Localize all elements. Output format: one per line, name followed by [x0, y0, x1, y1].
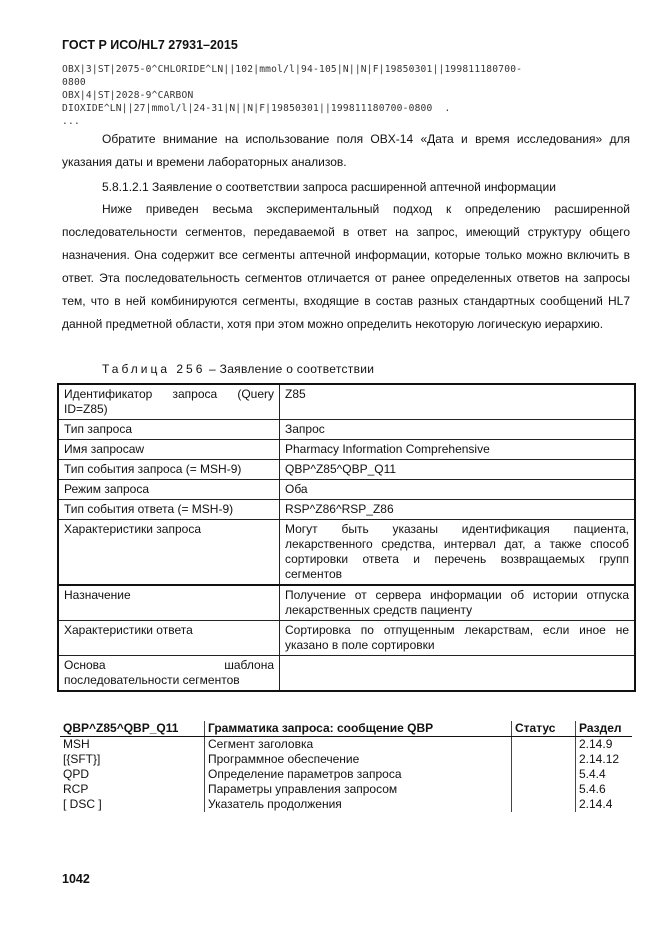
value-cell: Могут быть указаны идентификация пациента, лекарственного средства, интервал дат, а также способ сортировки ответа и перечень возвращаемых групп сегментов: [280, 520, 636, 586]
value-cell: Pharmacy Information Comprehensive: [280, 440, 636, 460]
table-row: [58, 440, 635, 460]
field-cell: Идентификатор запроса (Query ID=Z85): [58, 384, 280, 420]
conformance-table: [57, 383, 636, 692]
section-cell: 2.14.12: [576, 752, 633, 767]
value-cell: Z85: [280, 384, 636, 420]
table-row: [58, 621, 635, 656]
table-row: [58, 500, 635, 520]
section-cell: 5.4.6: [576, 782, 633, 797]
table-row: [58, 480, 635, 500]
table-row: [60, 767, 632, 782]
table-row: [60, 782, 632, 797]
grammar-header: Раздел: [576, 721, 633, 737]
value-cell: Запрос: [280, 420, 636, 440]
value-cell: RSP^Z86^RSP_Z86: [280, 500, 636, 520]
description-cell: Указатель продолжения: [205, 797, 512, 812]
value-cell: Сортировка по отпущенным лекарствам, если иное не указано в поле сортировки: [280, 621, 636, 656]
status-cell: [512, 797, 576, 812]
page-number: 1042: [62, 872, 90, 886]
field-cell: Имя запросаw: [58, 440, 280, 460]
segment-cell: [{SFT}]: [63, 752, 101, 766]
body-paragraph: Ниже приведен весьма экспериментальный подход к определению расширенной последовательности сегментов, передаваемой в ответ на запрос, имеющий структуру общего назначения. Она содержит все сегменты аптечной информации, которые только можно включить в ответ. Эта последовательность сегментов отличается от ранее определенных ответов на запросы тем, что в ней комбинируются сегменты, входящие в состав разных стандартных сообщений HL7 данной предметной области, хотя при этом можно определить некоторую логическую иерархию.: [62, 202, 630, 331]
segment-cell: RCP: [63, 782, 89, 796]
status-cell: [512, 767, 576, 782]
field-cell: Основа шаблона последовательности сегментов: [58, 656, 280, 692]
section-cell: 5.4.4: [576, 767, 633, 782]
code-line: ...: [62, 116, 80, 127]
status-cell: [512, 782, 576, 797]
table-row: [60, 752, 632, 767]
table-row: [60, 797, 632, 812]
field-cell: Характеристики запроса: [58, 520, 280, 586]
segment-cell: QPD: [63, 767, 90, 781]
value-cell: QBP^Z85^QBP_Q11: [280, 460, 636, 480]
segment-cell: MSH: [63, 737, 90, 751]
table-row: [60, 737, 632, 753]
grammar-header: Статус: [512, 721, 576, 737]
code-line: DIOXIDE^LN||27|mmol/l|24-31|N||N|F|19850301||199811180700-0800 .: [62, 103, 451, 114]
grammar-header: QBP^Z85^QBP_Q11: [60, 721, 205, 737]
section-cell: 2.14.9: [576, 737, 633, 753]
segment-cell: [ DSC ]: [63, 797, 102, 811]
field-cell: Тип запроса: [58, 420, 280, 440]
table-row: [58, 656, 635, 692]
field-cell: Режим запроса: [58, 480, 280, 500]
description-cell: Сегмент заголовка: [205, 737, 512, 753]
section-cell: 2.14.4: [576, 797, 633, 812]
value-cell: Получение от сервера информации об истории отпуска лекарственных средств пациенту: [280, 585, 636, 621]
table-caption-title: Заявление о соответствии: [219, 362, 375, 376]
field-cell: Тип события запроса (= MSH-9): [58, 460, 280, 480]
table-caption-label: Таблица 256: [102, 362, 206, 376]
table-row: [58, 520, 635, 586]
field-cell: Назначение: [58, 585, 280, 621]
section-heading: 5.8.1.2.1 Заявление о соответствии запроса расширенной аптечной информации: [102, 180, 556, 194]
value-cell: [280, 656, 636, 692]
description-cell: Определение параметров запроса: [205, 767, 512, 782]
table-row: [58, 384, 635, 420]
code-line: 0800: [62, 77, 86, 88]
grammar-table: [60, 721, 632, 812]
code-line: OBX|3|ST|2075-0^CHLORIDE^LN||102|mmol/l|94-105|N||N|F|19850301||199811180700-: [62, 64, 523, 75]
grammar-header-row: [60, 721, 632, 737]
field-cell: Характеристики ответа: [58, 621, 280, 656]
code-line: OBX|4|ST|2028-9^CARBON: [62, 90, 194, 101]
status-cell: [512, 737, 576, 753]
status-cell: [512, 752, 576, 767]
table-caption: Таблица 256 – Заявление о соответствии: [102, 362, 375, 376]
grammar-header: Грамматика запроса: сообщение QBP: [205, 721, 512, 737]
description-cell: Параметры управления запросом: [205, 782, 512, 797]
field-cell: Тип события ответа (= MSH-9): [58, 500, 280, 520]
document-header: ГОСТ Р ИСО/HL7 27931–2015: [62, 38, 238, 52]
value-cell: Оба: [280, 480, 636, 500]
table-row: [58, 420, 635, 440]
note-paragraph: Обратите внимание на использование поля OBX-14 «Дата и время исследования» для указания даты и времени лабораторных анализов.: [62, 132, 630, 169]
table-row: [58, 460, 635, 480]
table-row: [58, 585, 635, 621]
description-cell: Программное обеспечение: [205, 752, 512, 767]
